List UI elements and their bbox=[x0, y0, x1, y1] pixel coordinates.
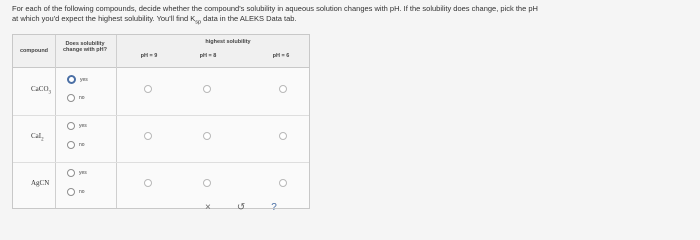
table-header bbox=[13, 35, 309, 68]
radio-circle-icon[interactable] bbox=[67, 75, 76, 84]
header-highest-solubility: highest solubility bbox=[205, 39, 251, 45]
radio-ph-6[interactable] bbox=[279, 132, 287, 140]
instructions-line-2b: data in the ALEKS Data tab. bbox=[201, 14, 297, 23]
radio-yes[interactable]: yes bbox=[67, 75, 88, 84]
radio-no[interactable]: no bbox=[67, 188, 85, 196]
header-compound: compound bbox=[19, 48, 49, 54]
radio-circle-icon[interactable] bbox=[67, 94, 75, 102]
compound-name: AgCN bbox=[31, 179, 50, 187]
radio-circle-icon[interactable] bbox=[67, 141, 75, 149]
radio-no[interactable]: no bbox=[67, 141, 85, 149]
instructions-line-1: For each of the following compounds, decide whether the compound's solubility in aqueous solution changes with pH. If the solubility does change, pick the pH bbox=[12, 4, 538, 13]
header-solubility-change: Does solubility change with pH? bbox=[63, 41, 107, 53]
action-bar bbox=[205, 202, 277, 213]
solubility-table bbox=[12, 34, 310, 209]
help-icon[interactable]: ? bbox=[271, 202, 277, 213]
header-ph-6: pH = 6 bbox=[272, 53, 290, 59]
ksp-subscript: sp bbox=[195, 19, 202, 26]
radio-ph-6[interactable] bbox=[279, 85, 287, 93]
radio-ph-8[interactable] bbox=[203, 85, 211, 93]
radio-ph-9[interactable] bbox=[144, 179, 152, 187]
radio-circle-icon[interactable] bbox=[67, 169, 75, 177]
clear-icon[interactable]: × bbox=[205, 202, 211, 213]
compound-name: CaCO$_3$ bbox=[31, 85, 51, 96]
radio-circle-icon[interactable] bbox=[67, 188, 75, 196]
radio-no[interactable]: no bbox=[67, 94, 85, 102]
instructions-line-2a: at which you'd expect the highest solubility. You'll find K bbox=[12, 14, 196, 23]
radio-ph-6[interactable] bbox=[279, 179, 287, 187]
header-ph-8: pH = 8 bbox=[199, 53, 217, 59]
radio-ph-8[interactable] bbox=[203, 179, 211, 187]
radio-circle-icon[interactable] bbox=[67, 122, 75, 130]
undo-icon[interactable]: ↺ bbox=[236, 202, 246, 213]
radio-yes[interactable]: yes bbox=[67, 169, 87, 177]
compound-name: CaI$_2$ bbox=[31, 132, 44, 143]
instructions bbox=[12, 4, 692, 24]
radio-ph-9[interactable] bbox=[144, 85, 152, 93]
radio-yes[interactable]: yes bbox=[67, 122, 87, 130]
table-row bbox=[13, 68, 309, 116]
table-row bbox=[13, 115, 309, 163]
radio-ph-8[interactable] bbox=[203, 132, 211, 140]
header-ph-9: pH = 9 bbox=[140, 53, 158, 59]
radio-ph-9[interactable] bbox=[144, 132, 152, 140]
instructions-line-2 bbox=[12, 14, 692, 24]
